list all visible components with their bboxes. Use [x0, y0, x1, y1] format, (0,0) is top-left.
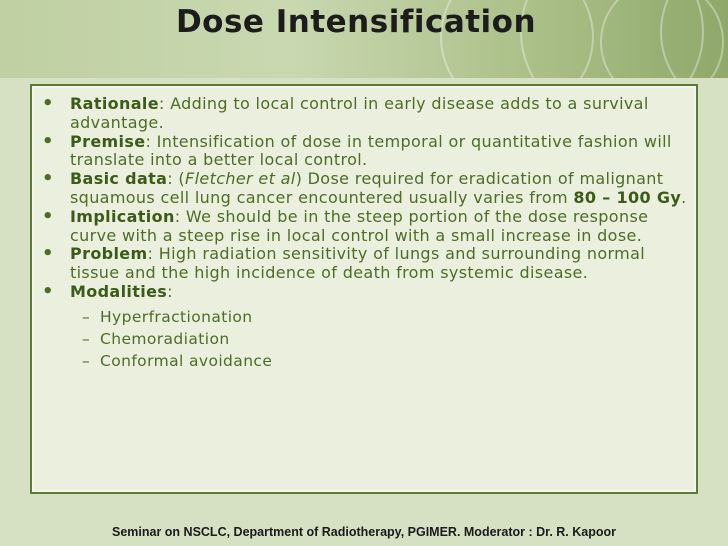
bullet-modalities — [42, 280, 694, 372]
bullet-rationale — [42, 95, 694, 133]
sub-bullet-item — [70, 306, 694, 328]
sub-bullet-dash: – — [82, 307, 91, 326]
bullet-text: : ( — [167, 169, 186, 189]
bullet-text: : Adding to local control in early disease adds to a survival advantage. — [70, 94, 649, 132]
bullet-dot: • — [42, 130, 54, 152]
bullet-term: Basic data — [70, 169, 168, 189]
bullet-term: Implication — [70, 206, 175, 226]
bullet-problem — [42, 245, 694, 283]
slide-title: Dose Intensification — [175, 4, 537, 40]
sub-bullet-text: Hyperfractionation — [100, 307, 253, 326]
bullet-text: : High radiation sensitivity of lungs and surrounding normal tissue and the high incidence of death from systemic disease. — [70, 244, 646, 283]
bullet-text: : Intensification of dose in temporal or quantitative fashion will translate into a better local control. — [70, 131, 672, 170]
bullet-term: Premise — [70, 131, 146, 151]
bullet-term: Problem — [70, 244, 148, 264]
slide-footer: Seminar on NSCLC, Department of Radiotherapy, PGIMER. Moderator : Dr. R. Kapoor — [112, 525, 616, 539]
sub-bullet-dash: – — [82, 329, 91, 348]
bullet-term: Modalities — [70, 281, 168, 301]
sub-bullet-dash: – — [82, 351, 91, 370]
bullet-text: : We should be in the steep portion of the dose response curve with a steep rise in local control with a small increase in dose. — [70, 206, 649, 245]
bullet-dot: • — [42, 93, 54, 114]
content-box — [30, 84, 698, 494]
sub-bullet-item — [70, 328, 694, 350]
bullet-text: ) Dose required for eradication of malignant squamous cell lung cancer encountered usually varies from — [70, 169, 664, 207]
bullet-dot: • — [42, 280, 54, 302]
bullet-term: Rationale — [70, 94, 159, 113]
sub-bullet-list — [70, 306, 694, 372]
sub-bullet-text: Chemoradiation — [100, 329, 230, 348]
citation: Fletcher et al — [185, 169, 296, 189]
dose-range: 80 – 100 Gy — [573, 187, 682, 207]
bullet-basic-data — [42, 170, 694, 208]
bullet-text: . — [681, 187, 687, 207]
bullet-text: : — [167, 281, 173, 301]
bullet-dot: • — [42, 243, 54, 265]
sub-bullet-text: Conformal avoidance — [100, 351, 273, 370]
bullet-list — [42, 95, 694, 372]
bullet-implication — [42, 205, 694, 246]
bullet-premise — [42, 130, 694, 171]
bullet-dot: • — [42, 168, 54, 190]
bullet-dot: • — [42, 205, 54, 227]
sub-bullet-item — [70, 350, 694, 372]
